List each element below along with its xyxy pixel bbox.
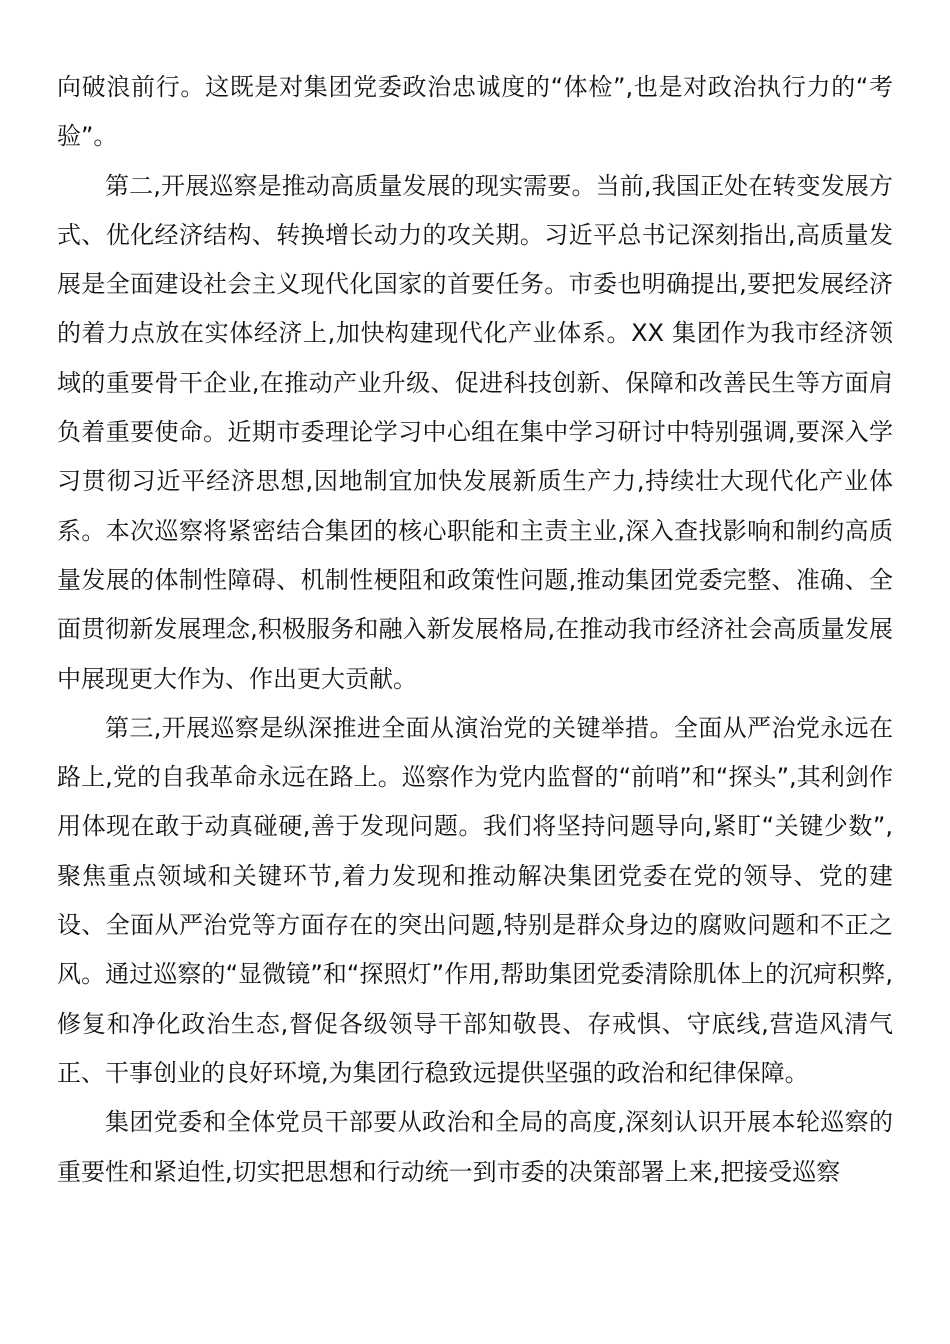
paragraph-third-point: 第三,开展巡察是纵深推进全面从演治党的关键举措。全面从严治党永远在路上,党的自我革命永远在路上。巡察作为党内监督的“前哨”和“探头”,其利剑作用体现在敢于动真碰硬,善于发现问题。我们将坚持问题导向,紧盯“关键少数”,聚焦重点领域和关键环节,着力发现和推动解决集团党委在党的领导、党的建设、全面从严治党等方面存在的突出问题,特别是群众身边的腐败问题和不正之风。通过巡察的“显微镜”和“探照灯”作用,帮助集团党委清除肌体上的沉疴积弊,修复和净化政治生态,督促各级领导干部知敬畏、存戒惧、守底线,营造风清气正、干事创业的良好环境,为集团行稳致远提供坚强的政治和纪律保障。 (57, 713, 893, 1087)
document-body (57, 63, 893, 1197)
paragraph-conclusion: 集团党委和全体党员干部要从政治和全局的高度,深刻认识开展本轮巡察的重要性和紧迫性,切实把思想和行动统一到市委的决策部署上来,把接受巡察 (57, 1108, 893, 1186)
paragraph-continued: 向破浪前行。这既是对集团党委政治忠诚度的“体检”,也是对政治执行力的“考验”。 (57, 73, 893, 151)
paragraph-second-point: 第二,开展巡察是推动高质量发展的现实需要。当前,我国正处在转变发展方式、优化经济结构、转换增长动力的攻关期。习近平总书记深刻指出,高质量发展是全面建设社会主义现代化国家的首要任务。市委也明确提出,要把发展经济的着力点放在实体经济上,加快构建现代化产业体系。XX 集团作为我市经济领域的重要骨干企业,在推动产业升级、促进科技创新、保障和改善民生等方面肩负着重要使命。近期市委理论学习中心组在集中学习研讨中特别强调,要深入学习贯彻习近平经济思想,因地制宜加快发展新质生产力,持续壮大现代化产业体系。本次巡察将紧密结合集团的核心职能和主责主业,深入查找影响和制约高质量发展的体制性障碍、机制性梗阻和政策性问题,推动集团党委完整、准确、全面贯彻新发展理念,积极服务和融入新发展格局,在推动我市经济社会高质量发展中展现更大作为、作出更大贡献。 (57, 171, 893, 693)
